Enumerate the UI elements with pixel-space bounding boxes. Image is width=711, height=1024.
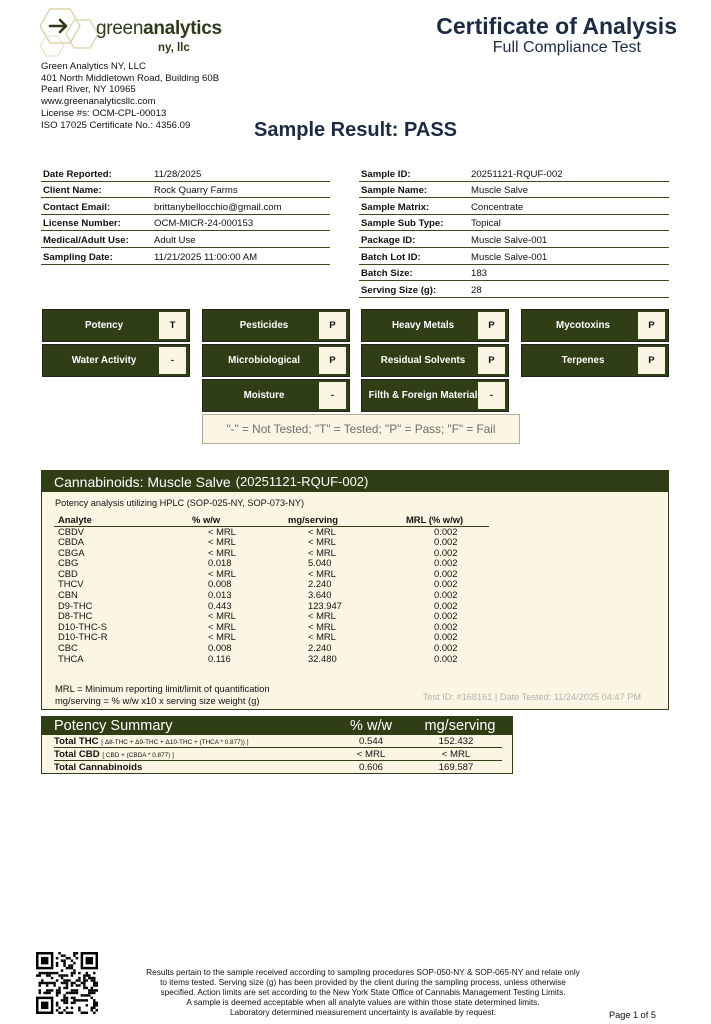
table-cell: 3.640 — [308, 589, 332, 601]
info-value: 183 — [471, 268, 488, 280]
logo-wordmark: greenanalytics — [96, 18, 222, 39]
table-cell: 0.018 — [208, 557, 232, 569]
table-cell: < MRL — [308, 631, 336, 643]
client-info — [41, 165, 330, 265]
info-row — [359, 281, 669, 298]
info-label: Sample Matrix: — [361, 201, 430, 213]
table-cell: 0.002 — [434, 578, 458, 590]
info-label: Batch Size: — [361, 268, 413, 280]
info-value: 28 — [471, 284, 482, 296]
info-value: Muscle Salve-001 — [471, 251, 548, 263]
table-cell: 32.480 — [308, 652, 337, 664]
table-cell: < MRL — [308, 567, 336, 579]
potency-name: Total CBD — [54, 748, 100, 760]
test-result: P — [478, 312, 505, 339]
table-cell: 0.008 — [208, 578, 232, 590]
table-cell: CBN — [58, 589, 78, 601]
hexagon-arrow-icon — [40, 6, 104, 58]
table-cell: < MRL — [208, 546, 236, 558]
table-cell: D8-THC — [58, 610, 93, 622]
table-cell: 0.002 — [434, 631, 458, 643]
table-cell: < MRL — [208, 567, 236, 579]
table-row — [54, 601, 489, 612]
table-cell: 0.002 — [434, 620, 458, 632]
table-cell: < MRL — [208, 610, 236, 622]
test-box — [42, 309, 190, 342]
potency-name: Total Cannabinoids — [54, 762, 143, 773]
table-cell: 0.443 — [208, 599, 232, 611]
table-cell: < MRL — [308, 536, 336, 548]
test-name: Potency — [84, 320, 124, 331]
info-label: Batch Lot ID: — [361, 251, 421, 263]
potency-label — [54, 736, 332, 747]
info-row — [359, 265, 669, 282]
test-box — [202, 379, 350, 412]
info-label: Package ID: — [361, 234, 416, 246]
potency-mg: < MRL — [441, 748, 471, 760]
info-label: Medical/Adult Use: — [43, 234, 129, 246]
table-row — [54, 611, 489, 622]
info-row — [41, 198, 330, 215]
test-result: P — [319, 347, 346, 374]
potency-pct: < MRL — [356, 748, 386, 760]
table-row — [54, 643, 489, 654]
info-value: 11/28/2025 — [154, 168, 202, 180]
potency-row — [54, 735, 502, 748]
sample-info — [359, 165, 669, 298]
table-cell: < MRL — [308, 546, 336, 558]
table-cell: 123.947 — [308, 599, 342, 611]
info-row — [359, 231, 669, 248]
table-cell: < MRL — [308, 620, 336, 632]
table-cell: D10-THC-R — [58, 631, 108, 643]
info-label: Sample Sub Type: — [361, 218, 444, 230]
table-cell: 2.240 — [308, 578, 332, 590]
info-value: brittanybellocchio@gmail.com — [154, 201, 282, 213]
page-number: Page 1 of 5 — [609, 1010, 656, 1020]
column-header: MRL (% w/w) — [406, 513, 489, 526]
table-row — [54, 537, 489, 548]
test-result: - — [159, 347, 186, 374]
table-row — [54, 548, 489, 559]
table-row — [54, 590, 489, 601]
test-result: P — [319, 312, 346, 339]
table-header-row — [54, 513, 489, 526]
info-row — [359, 248, 669, 265]
table-cell: < MRL — [308, 610, 336, 622]
table-row — [54, 654, 489, 665]
test-box — [202, 309, 350, 342]
test-result: - — [319, 382, 346, 409]
table-cell: 0.002 — [434, 567, 458, 579]
test-id: Test ID: #168161 | Date Tested: 11/24/2025 04:47 PM — [422, 692, 641, 702]
info-row — [359, 215, 669, 232]
potency-mg: 169.587 — [438, 762, 474, 773]
info-value: 11/21/2025 11:00:00 AM — [154, 251, 258, 263]
table-cell: 0.002 — [434, 589, 458, 601]
table-cell: 0.002 — [434, 525, 458, 537]
table-cell: CBC — [58, 642, 78, 654]
test-result: P — [478, 347, 505, 374]
test-result: T — [159, 312, 186, 339]
info-row — [359, 198, 669, 215]
info-row — [41, 248, 330, 265]
potency-summary-panel — [41, 716, 513, 774]
table-cell: 0.002 — [434, 557, 458, 569]
table-cell: 0.002 — [434, 599, 458, 611]
table-cell: 0.116 — [208, 652, 231, 664]
test-result: - — [478, 382, 505, 409]
info-label: Date Reported: — [43, 168, 112, 180]
info-row — [359, 165, 669, 182]
info-label: Sampling Date: — [43, 251, 113, 263]
test-name: Pesticides — [239, 320, 289, 331]
info-label: Client Name: — [43, 185, 102, 197]
test-name: Filth & Foreign Material — [368, 390, 478, 401]
table-notes: MRL = Minimum reporting limit/limit of quantification mg/serving = % w/w x10 x serving size weight (g) — [55, 683, 270, 706]
info-value: OCM-MICR-24-000153 — [154, 218, 254, 230]
test-name: Mycotoxins — [556, 320, 610, 331]
table-row — [54, 622, 489, 633]
potency-label — [54, 762, 332, 773]
info-label: Sample Name: — [361, 185, 428, 197]
footer-disclaimer: Results pertain to the sample received according to sampling procedures SOP-050-NY & SOP-065-NY and relate only to items tested. Serving size (g) has been provided by the client during the sampling process, unless otherwise specified. Action limits are set according to the New York State Office of Cannabis Management Testing Limits. A sample is deemed acceptable when all analyte values are within those state determined limits. Laboratory determined measurement uncertainty is available by request. — [146, 967, 580, 1018]
table-cell: 0.002 — [434, 610, 458, 622]
cannabinoids-table — [54, 513, 489, 664]
table-cell: CBDA — [58, 536, 85, 548]
sample-result: Sample Result: PASS — [253, 119, 458, 141]
certificate-title: Certificate of Analysis — [436, 13, 677, 39]
table-cell: CBGA — [58, 546, 85, 558]
test-box — [202, 344, 350, 377]
potency-name: Total THC — [54, 735, 99, 747]
info-row — [41, 231, 330, 248]
table-cell: CBD — [58, 567, 78, 579]
result-legend: "-" = Not Tested; "T" = Tested; "P" = Pass; "F" = Fail — [202, 414, 520, 444]
certificate-subtitle: Full Compliance Test — [492, 39, 641, 56]
column-header: % w/w — [192, 513, 288, 526]
info-value: 20251121-RQUF-002 — [471, 168, 563, 180]
table-cell: D10-THC-S — [58, 620, 107, 632]
potency-summary-header: Potency Summary % w/w mg/serving — [42, 717, 512, 735]
info-row — [41, 165, 330, 182]
table-cell: 0.002 — [434, 536, 458, 548]
table-cell: 5.040 — [308, 557, 332, 569]
test-name: Residual Solvents — [380, 355, 466, 366]
info-value: Muscle Salve-001 — [471, 234, 548, 246]
test-name: Moisture — [243, 390, 285, 401]
method-description: Potency analysis utilizing HPLC (SOP-025-NY, SOP-073-NY) — [55, 498, 305, 508]
info-value: Rock Quarry Farms — [154, 185, 238, 197]
cannabinoids-header: Cannabinoids: Muscle Salve (20251121-RQUF-002) — [42, 471, 668, 492]
info-label: Sample ID: — [361, 168, 411, 180]
info-row — [41, 215, 330, 232]
test-name: Terpenes — [561, 355, 605, 366]
potency-row — [54, 748, 502, 761]
potency-pct: 0.544 — [358, 735, 383, 747]
qr-code-icon[interactable] — [36, 952, 98, 1014]
test-box — [361, 309, 509, 342]
table-cell: CBDV — [58, 525, 85, 537]
info-value: Adult Use — [154, 234, 196, 246]
test-name: Heavy Metals — [391, 320, 455, 331]
info-row — [359, 182, 669, 199]
table-cell: 2.240 — [308, 642, 332, 654]
test-name: Microbiological — [228, 355, 300, 366]
potency-pct: 0.606 — [358, 762, 383, 773]
table-row — [54, 579, 489, 590]
lab-address: Green Analytics NY, LLC 401 North Middletown Road, Building 60B Pearl River, NY 10965 www.greenanalyticsllc.com License #s: OCM-CPL-00013 ISO 17025 Certificate No.: 4356.09 — [41, 61, 220, 131]
test-result: P — [638, 347, 665, 374]
cannabinoids-panel — [41, 470, 669, 710]
table-cell: CBG — [58, 557, 79, 569]
logo-subtitle: ny, llc — [158, 42, 190, 54]
table-cell: 0.002 — [434, 652, 458, 664]
test-name: Water Activity — [71, 355, 137, 366]
test-box — [361, 344, 509, 377]
table-cell: 0.002 — [434, 642, 458, 654]
table-row — [54, 632, 489, 643]
table-cell: 0.008 — [208, 642, 232, 654]
potency-mg: 152.432 — [438, 735, 474, 747]
potency-row — [54, 761, 502, 774]
test-result: P — [638, 312, 665, 339]
test-box — [42, 344, 190, 377]
potency-formula: [ Δ8-THC + Δ9-THC + Δ10-THC + (THCA * 0.877)) ] — [101, 738, 249, 746]
table-row — [54, 569, 489, 580]
table-cell: < MRL — [208, 620, 236, 632]
info-value: Topical — [471, 218, 501, 230]
test-box — [521, 309, 669, 342]
potency-formula: [ CBD + (CBDA * 0.877) ] — [102, 751, 174, 759]
table-cell: 0.013 — [208, 589, 232, 601]
column-header: Analyte — [54, 513, 192, 526]
company-logo — [40, 6, 240, 58]
table-cell: D9-THC — [58, 599, 93, 611]
info-label: License Number: — [43, 218, 121, 230]
table-row — [54, 526, 489, 537]
table-cell: < MRL — [208, 631, 236, 643]
table-cell: < MRL — [308, 525, 336, 537]
table-cell: 0.002 — [434, 546, 458, 558]
info-value: Concentrate — [471, 201, 524, 213]
test-box — [361, 379, 509, 412]
info-row — [41, 182, 330, 199]
table-cell: THCV — [58, 578, 84, 590]
table-cell: < MRL — [208, 536, 236, 548]
table-cell: < MRL — [208, 525, 236, 537]
test-box — [521, 344, 669, 377]
info-value: Muscle Salve — [471, 185, 529, 197]
column-header: mg/serving — [288, 513, 406, 526]
potency-label — [54, 749, 332, 760]
table-row — [54, 558, 489, 569]
info-label: Serving Size (g): — [361, 284, 437, 296]
table-cell: THCA — [58, 652, 84, 664]
info-label: Contact Email: — [43, 201, 111, 213]
